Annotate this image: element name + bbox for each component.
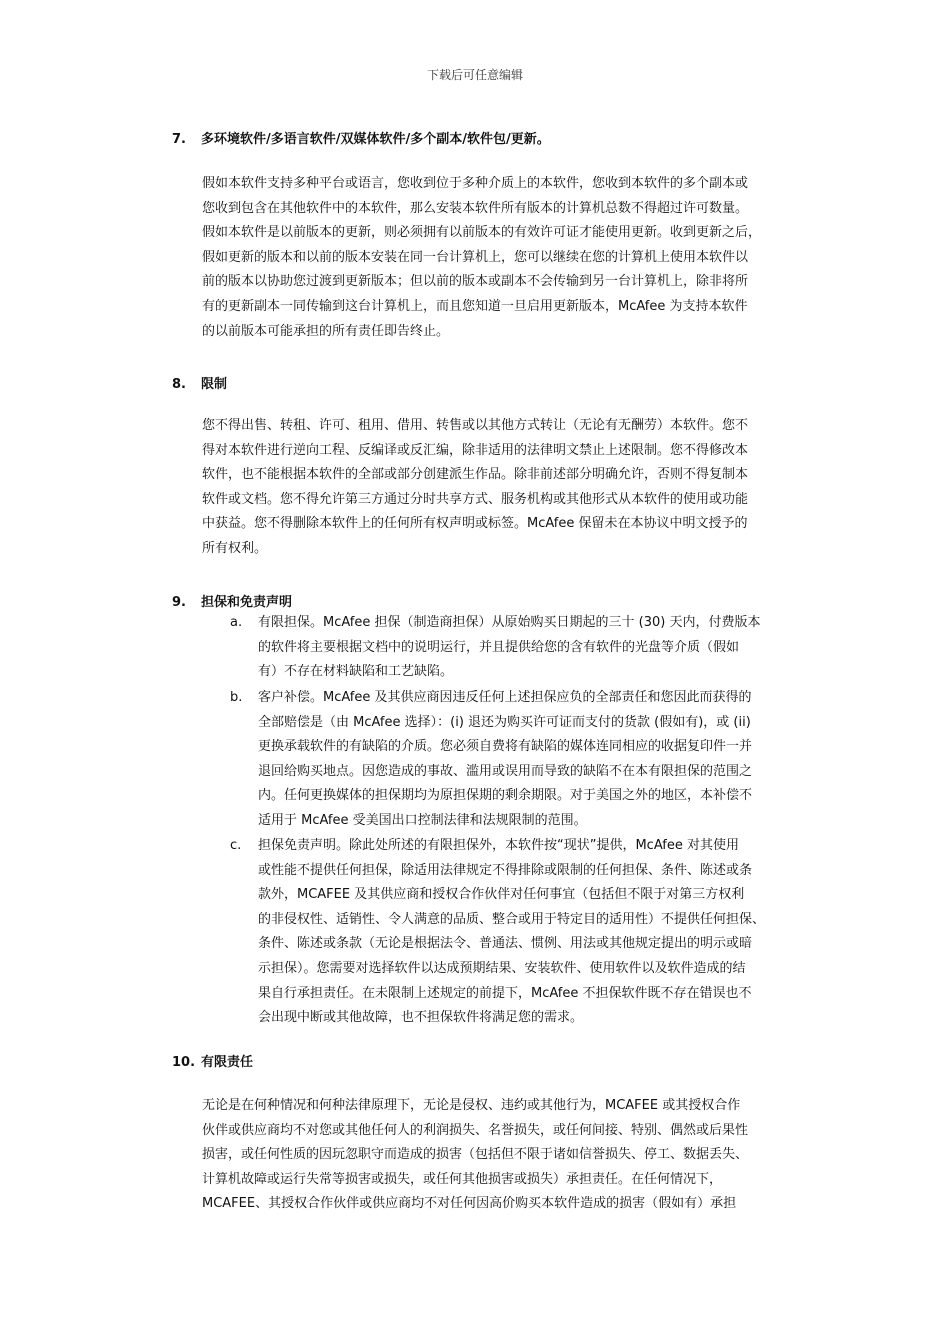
paragraph-line: 前的版本以协助您过渡到更新版本；但以前的版本或副本不会传输到另一台计算机上，除非将所 [202, 274, 749, 290]
list-item-body [258, 686, 820, 834]
list-marker: c. [230, 838, 242, 853]
paragraph-line: 假如本软件支持多种平台或语言，您收到位于多种介质上的本软件，您收到本软件的多个副本或 [202, 176, 749, 191]
section-number: 9. [172, 595, 186, 610]
paragraph-line: 假如本软件是以前版本的更新，则必须拥有以前版本的有效许可证才能使用更新。收到更新之后， [202, 225, 762, 241]
section-title: 限制 [201, 377, 228, 392]
section-9-heading [172, 591, 292, 610]
list-line: 示担保）。您需要对选择软件以达成预期结果、安装软件、使用软件以及软件造成的结 [258, 960, 746, 976]
paragraph-line: 软件，也不能根据本软件的全部或部分创建派生作品。除非前述部分明确允许，否则不得复制本 [202, 467, 749, 483]
list-line: 会出现中断或其他故障，也不担保软件将满足您的需求。 [258, 1010, 584, 1026]
section-title: 担保和免责声明 [201, 595, 293, 610]
paragraph-line: 所有权利。 [202, 540, 268, 556]
list-line: 的非侵权性、适销性、令人满意的品质、整合或用于特定目的适用性）不提供任何担保、 [258, 911, 766, 927]
paragraph-line: 得对本软件进行逆向工程、反编译或反汇编，除非适用的法律明文禁止上述限制。您不得修改本 [202, 442, 749, 458]
list-line: 退回给购买地点。因您造成的事故、滥用或误用而导致的缺陷不在本有限担保的范围之 [258, 763, 753, 779]
list-line: 全部赔偿是（由 McAfee 选择）：(i) 退还为购买许可证而支付的货款 (假如有)，或 (ii) [258, 714, 751, 730]
paragraph-line: 计算机故障或运行失常等损害或损失，或任何其他损害或损失）承担责任。在任何情况下， [202, 1171, 723, 1187]
paragraph-line: 伙伴或供应商均不对您或其他任何人的利润损失、名誉损失，或任何间接、特别、偶然或后果性 [202, 1122, 749, 1138]
list-line: 适用于 McAfee 受美国出口控制法律和法规限制的范围。 [258, 812, 587, 828]
section-10-heading [172, 1051, 253, 1070]
paragraph-line: 软件或文档。您不得允许第三方通过分时共享方式、服务机构或其他形式从本软件的使用或功能 [202, 491, 749, 507]
list-line: 果自行承担责任。在未限制上述规定的前提下，McAfee 不担保软件既不存在错误也不 [258, 985, 752, 1001]
paragraph-line: 的以前版本可能承担的所有责任即告终止。 [202, 323, 450, 339]
list-line: 更换承载软件的有缺陷的介质。您必须自费将有缺陷的媒体连同相应的收据复印件一并 [258, 739, 753, 755]
paragraph-line: 您不得出售、转租、许可、租用、借用、转售或以其他方式转让（无论有无酬劳）本软件。您不 [202, 418, 749, 433]
list-line: 条件、陈述或条款（无论是根据法令、普通法、惯例、用法或其他规定提出的明示或暗 [258, 936, 753, 952]
list-item-body [258, 834, 820, 1031]
paragraph-line: 中获益。您不得删除本软件上的任何所有权声明或标签。McAfee 保留未在本协议中明文授予的 [202, 516, 748, 532]
section-title: 有限责任 [201, 1055, 254, 1070]
list-line: 有）不存在材料缺陷和工艺缺陷。 [258, 664, 454, 680]
page-header: 下载后可任意编辑 [426, 68, 523, 82]
paragraph-line: 无论是在何种情况和何种法律原理下，无论是侵权、违约或其他行为，MCAFEE 或其授权合作 [202, 1098, 741, 1113]
paragraph-line: 损害，或任何性质的因玩忽职守而造成的损害（包括但不限于诸如信誉损失、停工、数据丢失、 [202, 1147, 749, 1163]
list-marker: a. [230, 615, 243, 630]
section-10-paragraph [202, 1094, 818, 1217]
section-title: 多环境软件/多语言软件/双媒体软件/多个副本/软件包/更新。 [201, 132, 550, 147]
paragraph-line: 假如更新的版本和以前的版本安装在同一台计算机上，您可以继续在您的计算机上使用本软件以 [202, 249, 749, 265]
list-item-body [258, 611, 820, 685]
section-7-heading [172, 128, 550, 147]
list-line: 客户补偿。McAfee 及其供应商因违反任何上述担保应负的全部责任和您因此而获得的 [258, 690, 752, 705]
section-number: 8. [172, 377, 186, 392]
list-line: 或性能不提供任何担保，除适用法律规定不得排除或限制的任何担保、条件、陈述或条 [258, 862, 753, 878]
list-line: 有限担保。McAfee 担保（制造商担保）从原始购买日期起的三十 (30) 天内，付费版本 [258, 615, 761, 630]
list-line: 担保免责声明。除此处所述的有限担保外，本软件按“现状”提供，McAfee 对其使用 [258, 838, 739, 853]
section-8-heading [172, 373, 227, 392]
paragraph-line: 有的更新副本一同传输到这台计算机上，而且您知道一旦启用更新版本，McAfee 为支持本软件 [202, 298, 748, 314]
section-number: 7. [172, 132, 186, 147]
section-number: 10. [172, 1055, 196, 1070]
section-7-paragraph [202, 172, 818, 344]
list-line: 内。任何更换媒体的担保期均为原担保期的剩余期限。对于美国之外的地区，本补偿不 [258, 788, 753, 804]
list-line: 的软件将主要根据文档中的说明运行，并且提供给您的含有软件的光盘等介质（假如 [258, 639, 740, 655]
list-line: 款外，MCAFEE 及其供应商和授权合作伙伴对任何事宜（包括但不限于对第三方权利 [258, 887, 745, 903]
paragraph-line: 您收到包含在其他软件中的本软件，那么安装本软件所有版本的计算机总数不得超过许可数量。 [202, 200, 749, 216]
section-8-paragraph [202, 414, 818, 562]
list-marker: b. [230, 690, 243, 705]
paragraph-line: MCAFEE、其授权合作伙伴或供应商均不对任何因高价购买本软件造成的损害（假如有）承担 [202, 1196, 737, 1212]
